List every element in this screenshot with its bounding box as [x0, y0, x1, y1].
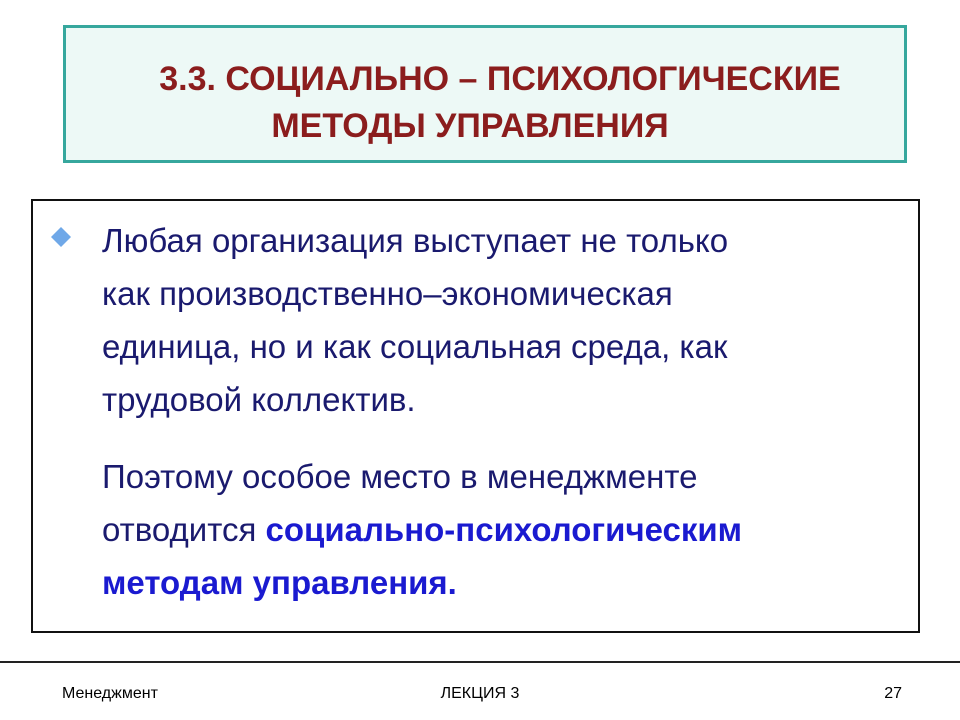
paragraph-1	[102, 214, 728, 426]
footer-divider	[0, 661, 960, 663]
title-box	[63, 25, 907, 163]
paragraph-2-line-1: Поэтому особое место в менеджменте	[102, 458, 698, 495]
paragraph-1-line-4: трудовой коллектив.	[102, 381, 416, 418]
footer-page-number: 27	[884, 685, 902, 702]
footer-lecture-label: ЛЕКЦИЯ 3	[440, 685, 520, 702]
footer-course-name: Менеджмент	[62, 685, 158, 702]
paragraph-2-plain-text: отводится	[102, 511, 266, 548]
content-box	[31, 199, 920, 633]
slide-title-line-2: МЕТОДЫ УПРАВЛЕНИЯ	[271, 107, 669, 145]
paragraph-2	[102, 450, 742, 609]
paragraph-1-line-2: как производственно–экономическая	[102, 275, 673, 312]
emphasis-text-1: социально-психологическим	[265, 511, 743, 548]
diamond-bullet-icon	[50, 226, 72, 248]
slide-title-line-1: 3.3. СОЦИАЛЬНО – ПСИХОЛОГИЧЕСКИЕ	[159, 60, 841, 98]
emphasis-text-2: методам управления.	[102, 564, 457, 601]
paragraph-1-line-3: единица, но и как социальная среда, как	[102, 328, 728, 365]
paragraph-2-line-2	[102, 503, 742, 556]
paragraph-1-line-1: Любая организация выступает не только	[102, 222, 729, 259]
